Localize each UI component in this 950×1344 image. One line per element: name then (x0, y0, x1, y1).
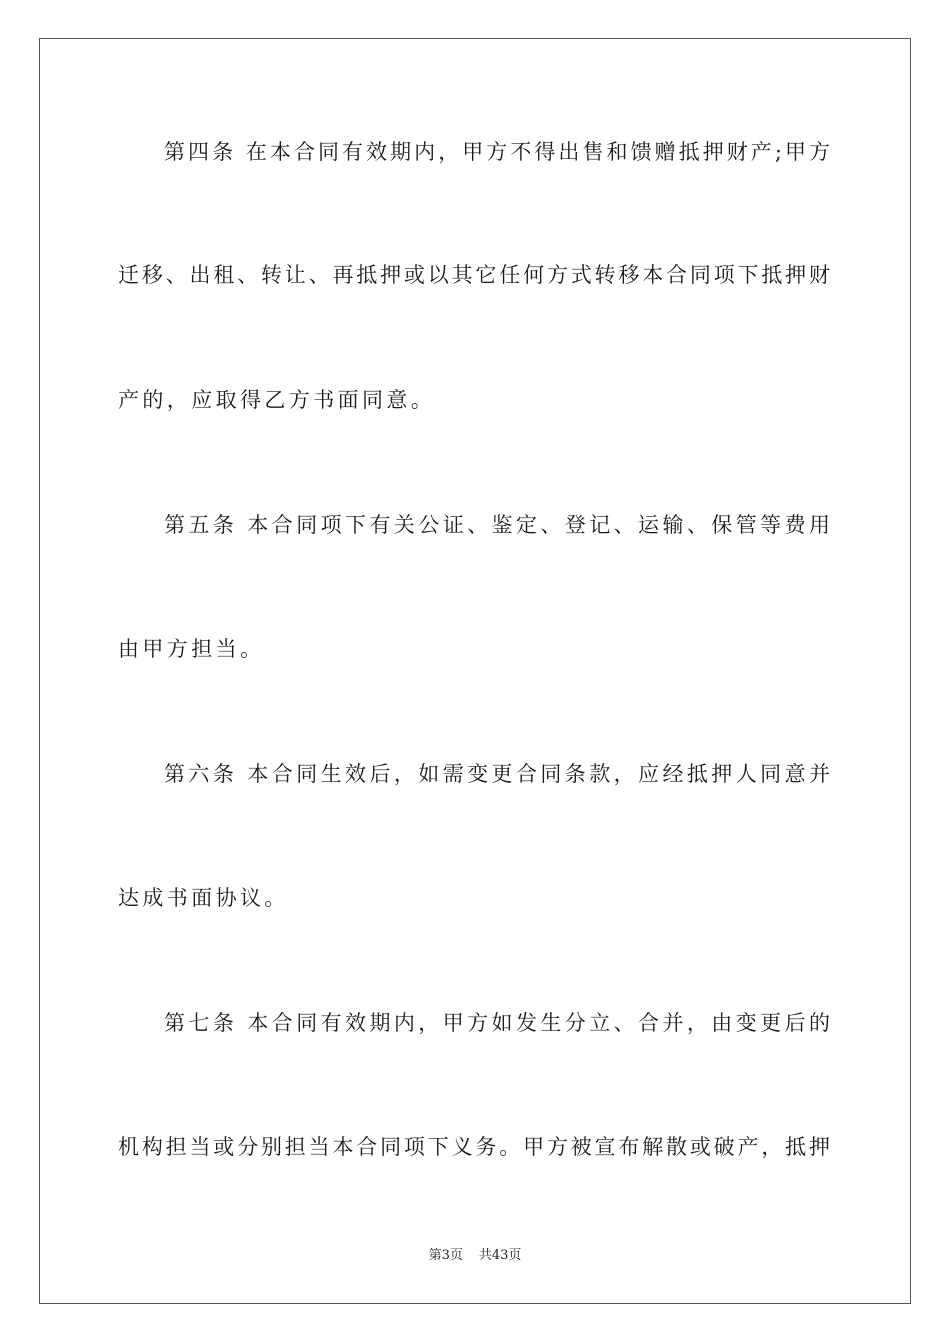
article-7-line-2: 机构担当或分别担当本合同项下义务。甲方被宣布解散或破产，抵押 (118, 1135, 830, 1159)
article-5-line-2: 由甲方担当。 (118, 637, 265, 661)
page-number: 第3页 (428, 1248, 463, 1263)
total-pages: 共43页 (478, 1248, 522, 1263)
article-6-line-1: 第六条 本合同生效后，如需变更合同条款，应经抵押人同意并 (164, 762, 830, 786)
article-4-line-3: 产的，应取得乙方书面同意。 (118, 388, 436, 412)
article-4-line-1: 第四条 在本合同有效期内，甲方不得出售和馈赠抵押财产;甲方 (164, 140, 830, 164)
article-5-line-1: 第五条 本合同项下有关公证、鉴定、登记、运输、保管等费用 (164, 513, 830, 537)
article-6-line-2: 达成书面协议。 (118, 886, 289, 910)
page-border (39, 38, 911, 1304)
page-footer (0, 1247, 950, 1265)
article-4-line-2: 迁移、出租、转让、再抵押或以其它任何方式转移本合同项下抵押财 (118, 263, 830, 287)
article-7-line-1: 第七条 本合同有效期内，甲方如发生分立、合并，由变更后的 (164, 1011, 830, 1035)
